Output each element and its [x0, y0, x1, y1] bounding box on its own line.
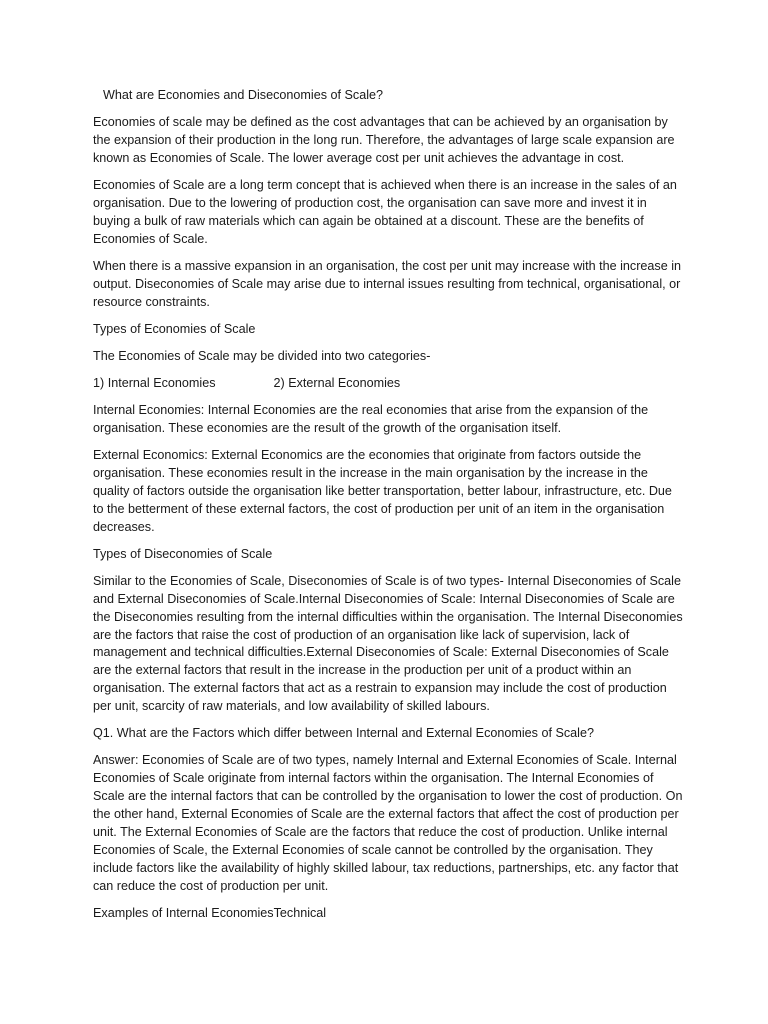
category-external: 2) External Economies: [273, 375, 401, 390]
heading-types-of-diseconomies: Types of Diseconomies of Scale: [93, 546, 273, 561]
paragraph-internal-economies: Internal Economies: Internal Economies are the real economies that arise from the expansion of the organisation. These economies are the result of the growth of the organisation itself.: [93, 403, 649, 435]
paragraph-external-economics: External Economics: External Economics are the economies that originate from factors outside the organisation. These economies result in the increase in the main organisation by the increase in the quality of factors outside the organisation like better transportation, better labour, infrastructure, etc. Due to the betterment of these external factors, the cost of production per unit of an item in the organisation decreases.: [93, 448, 672, 534]
paragraph-definition: Economies of scale may be defined as the cost advantages that can be achieved by an organisation by the expansion of their production in the long run. Therefore, the advantages of large scale expansion are known as Economies of Scale. The lower average cost per unit achieves the advantage in cost.: [93, 115, 675, 165]
paragraph-answer: Answer: Economies of Scale are of two types, namely Internal and External Economies of Scale. Internal Economies of Scale originate from internal factors within the organisation. The Internal Economies of Scale are the internal factors that can be controlled by the organisation to lower the cost of production. On the other hand, External Economies of Scale are the external factors that affect the cost of production per unit. The External Economies of Scale are the factors that reduce the cost of production. Unlike internal Economies of Scale, the External Economies of scale cannot be controlled by the organisation. They include factors like the availability of highly skilled labour, tax reductions, partnerships, etc. any factor that can reduce the cost of production per unit.: [93, 753, 683, 893]
heading-examples: Examples of Internal EconomiesTechnical: [93, 905, 327, 920]
paragraph-long-term-concept: Economies of Scale are a long term concept that is achieved when there is an increase in the sales of an organisation. Due to the lowering of production cost, the organisation can save more and invest it in buying a bulk of raw materials which can again be obtained at a discount. These are the benefits of Economies of Scale.: [93, 178, 677, 246]
question-q1: Q1. What are the Factors which differ between Internal and External Economies of Scale?: [93, 726, 594, 741]
paragraph-diseconomies-types: Similar to the Economies of Scale, Diseconomies of Scale is of two types- Internal Diseconomies of Scale and External Diseconomies of Scale.Internal Diseconomies of Scale: Internal Diseconomies of Scale are the Diseconomies resulting from the internal difficulties within the organisation. The Internal Diseconomies are the factors that raise the cost of production of an organisation like lack of supervision, lack of management and technical difficulties.External Diseconomies of Scale: External Diseconomies of Scale are the external factors that result in the increase in the production per unit of a product within an organisation. The external factors that act as a restrain to expansion may include the cost of production per unit, scarcity of raw materials, and low availability of skilled labours.: [93, 573, 683, 714]
category-internal: 1) Internal Economies: [93, 375, 216, 390]
paragraph-diseconomies-intro: When there is a massive expansion in an organisation, the cost per unit may increase with the increase in output. Diseconomies of Scale may arise due to internal issues resulting from technical, organisational, or resource constraints.: [93, 258, 682, 309]
heading-types-of-economies: Types of Economies of Scale: [93, 321, 256, 336]
categories-line: [93, 375, 683, 393]
document-title: What are Economies and Diseconomies of Scale?: [103, 88, 384, 102]
document-page: [93, 87, 683, 932]
paragraph-categories: The Economies of Scale may be divided into two categories-: [93, 348, 431, 363]
